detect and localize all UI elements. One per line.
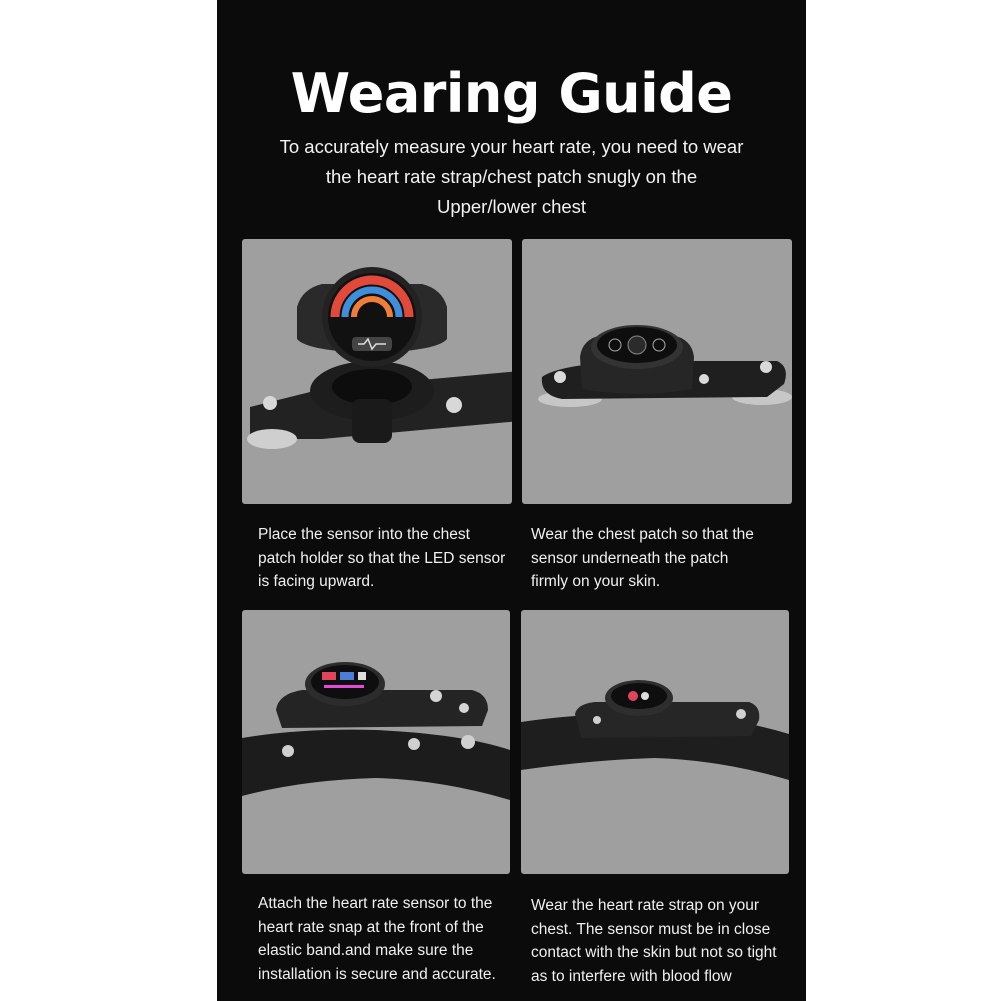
intro-text (237, 132, 786, 222)
caption-line: heart rate snap at the front of the (258, 918, 484, 936)
step-1-photo (242, 239, 512, 504)
caption-line: contact with the skin but not so tight (531, 944, 777, 961)
caption-line: Wear the chest patch so that the (531, 526, 754, 543)
step-2-photo (522, 239, 792, 504)
intro-line: Upper/lower chest (436, 196, 587, 217)
caption-line: as to interfere with blood flow (531, 967, 732, 985)
intro-line: the heart rate strap/chest patch snugly on the (325, 166, 698, 187)
step-2-caption (531, 523, 754, 594)
caption-line: Attach the heart rate sensor to the (258, 895, 493, 912)
step-3-photo (242, 610, 510, 874)
step-4-caption (531, 894, 777, 988)
caption-line: is facing upward. (258, 573, 375, 590)
caption-line: sensor underneath the patch (531, 549, 729, 567)
step-3-caption (258, 892, 496, 986)
step-1-caption (258, 523, 505, 594)
caption-line: Wear the heart rate strap on your (531, 897, 760, 914)
caption-line: firmly on your skin. (531, 573, 661, 590)
intro-line: To accurately measure your heart rate, you need to wear (279, 136, 744, 157)
caption-line: elastic band.and make sure the (258, 942, 474, 959)
caption-line: chest. The sensor must be in close (531, 920, 771, 938)
step-4-photo (521, 610, 789, 874)
caption-line: patch holder so that the LED sensor (258, 549, 506, 567)
caption-line: installation is secure and accurate. (258, 965, 496, 983)
caption-line: Place the sensor into the chest (258, 526, 470, 543)
page-title: Wearing Guide (290, 62, 733, 125)
